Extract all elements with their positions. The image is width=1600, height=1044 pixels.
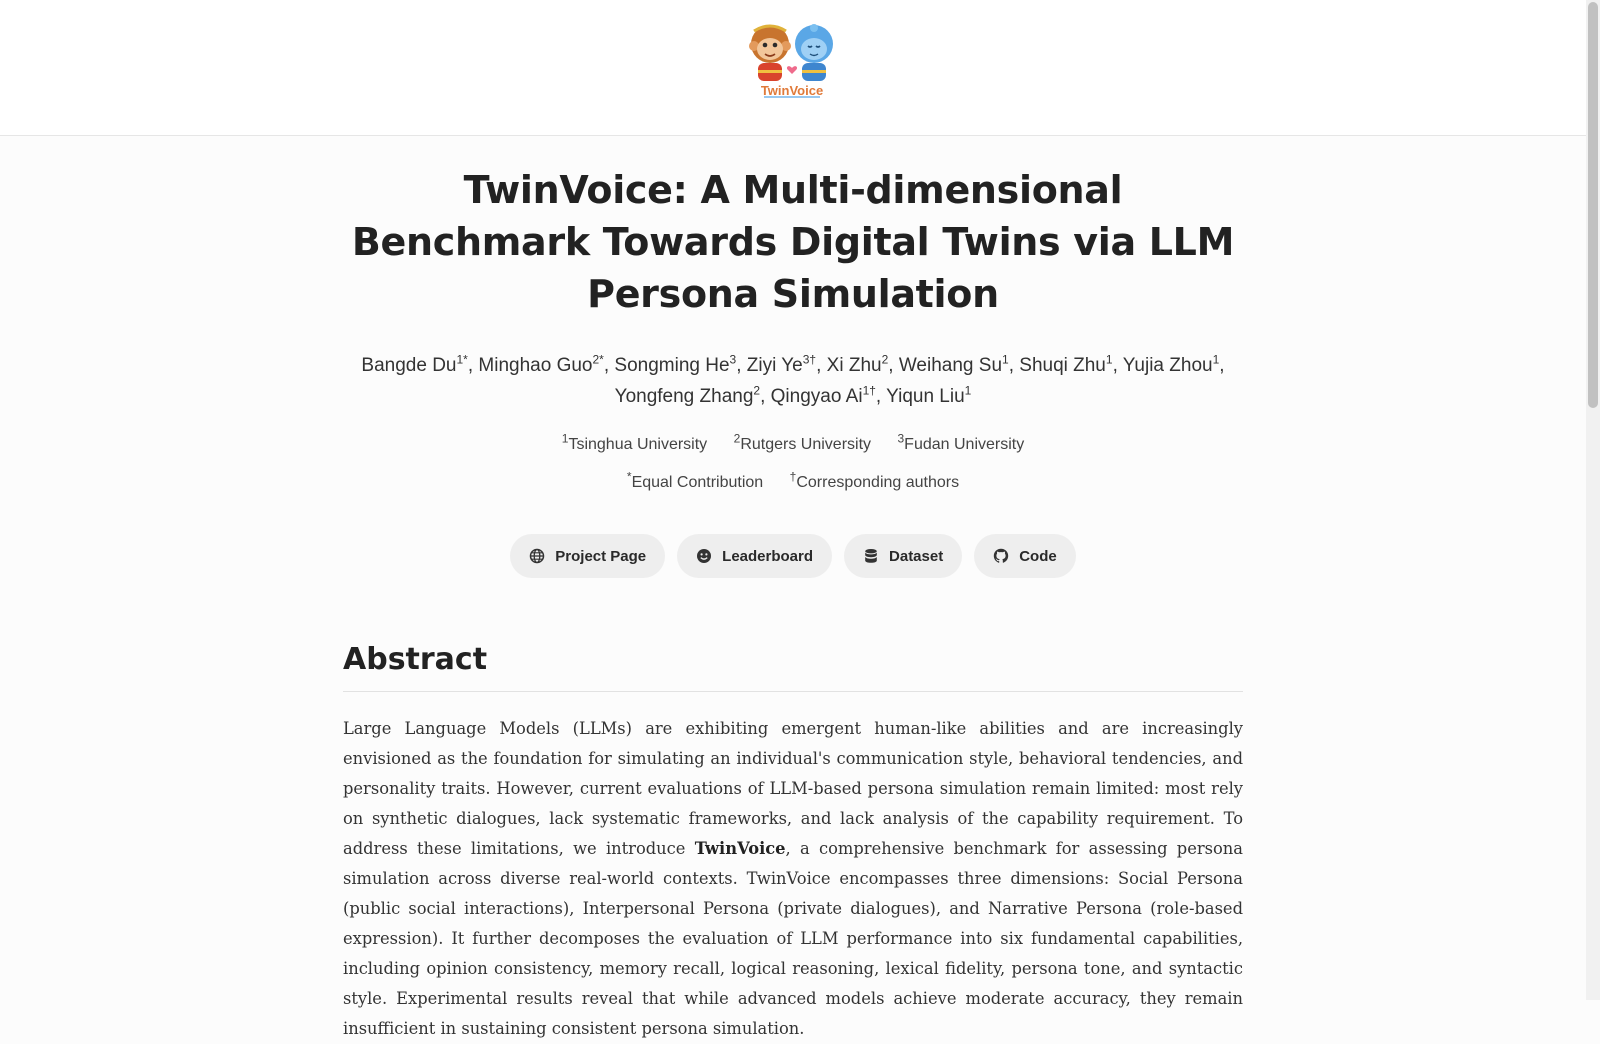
github-icon <box>993 548 1009 564</box>
author: Yujia Zhou$^1$ <box>1122 352 1220 376</box>
author: Yiqun Liu$^1$ <box>886 383 972 407</box>
abstract-heading: Abstract <box>343 642 1243 692</box>
author: Songming He$^3$ <box>614 352 737 376</box>
logo-wordmark: TwinVoice <box>760 83 824 98</box>
benchmark-name: TwinVoice <box>694 839 786 858</box>
affiliation-list <box>343 431 1243 454</box>
scrollbar-thumb[interactable] <box>1588 2 1598 408</box>
project-page-button[interactable] <box>510 534 665 578</box>
contribution-notes <box>343 469 1243 492</box>
leaderboard-label: Leaderboard <box>722 547 814 565</box>
leaderboard-button[interactable] <box>677 534 832 578</box>
author: Bangde $Du^{1*}$ <box>361 352 468 376</box>
database-icon <box>863 548 879 564</box>
main-content <box>343 136 1243 1044</box>
author-list: Bangde $Du^{1*}$, Minghao Guo$^{2*}$, Songming He$^3$, Ziyi $Ye^{3\dagger}$, Xi Zhu$^2$, Weihang Su$^1$, Shuqi Zhu$^1$, Yujia Zhou$^1$, Yongfeng Zhang$^2$, Qingyao $Ai^{1\dagger}$, Yiqun Liu$^1$ <box>361 352 1225 407</box>
author: Yongfeng Zhang$^2$ <box>614 383 761 407</box>
top-header <box>0 0 1586 136</box>
twinvoice-logo[interactable] <box>744 18 840 98</box>
author: Shuqi Zhu$^1$ <box>1019 352 1113 376</box>
affiliation: $^3$Fudan University <box>897 431 1025 453</box>
author: Weihang Su$^1$ <box>898 352 1009 376</box>
affiliation: $^2$Rutgers University <box>733 431 872 453</box>
dataset-button[interactable] <box>844 534 962 578</box>
author: Minghao Guo$^{2*}$ <box>478 352 604 376</box>
code-button[interactable] <box>974 534 1076 578</box>
globe-icon <box>529 548 545 564</box>
project-page-label: Project Page <box>555 547 647 565</box>
paper-title: TwinVoice: A Multi-dimensional Benchmark Towards Digital Twins via LLM Persona Simulation <box>351 168 1235 316</box>
corresponding-authors-note: †Corresponding authors <box>789 469 960 491</box>
equal-contribution-note: *Equal Contribution <box>626 469 764 491</box>
author: Xi Zhu$^2$ <box>826 352 889 376</box>
author: Ziyi $Ye^{3\dagger}$ <box>746 352 817 376</box>
author: Qingyao $Ai^{1\dagger}$ <box>770 383 876 407</box>
code-label: Code <box>1019 547 1057 565</box>
abstract-text: Large Language Models (LLMs) are exhibiting emergent human-like abilities and are increasingly envisioned as the foundation for simulating an individual's communication style, behavioral tendencies, and personality traits. However, current evaluations of LLM-based persona simulation remain limited: most rely on synthetic dialogues, lack systematic frameworks, and lack analysis of the capability requirement. To address these limitations, we introduce TwinVoice, a comprehensive benchmark for assessing persona simulation across diverse real-world contexts. TwinVoice encompasses three dimensions: Social Persona (public social interactions), Interpersonal Persona (private dialogues), and Narrative Persona (role-based expression). It further decomposes the evaluation of LLM performance into six fundamental capabilities, including opinion consistency, memory recall, logical reasoning, lexical fidelity, persona tone, and syntactic style. Experimental results reveal that while advanced models achieve moderate accuracy, they remain insufficient in sustaining consistent persona simulation. <box>343 719 1243 1038</box>
dataset-label: Dataset <box>889 547 944 565</box>
link-buttons <box>343 534 1243 578</box>
affiliation: $^1$Tsinghua University <box>561 431 708 453</box>
smile-icon <box>696 548 712 564</box>
